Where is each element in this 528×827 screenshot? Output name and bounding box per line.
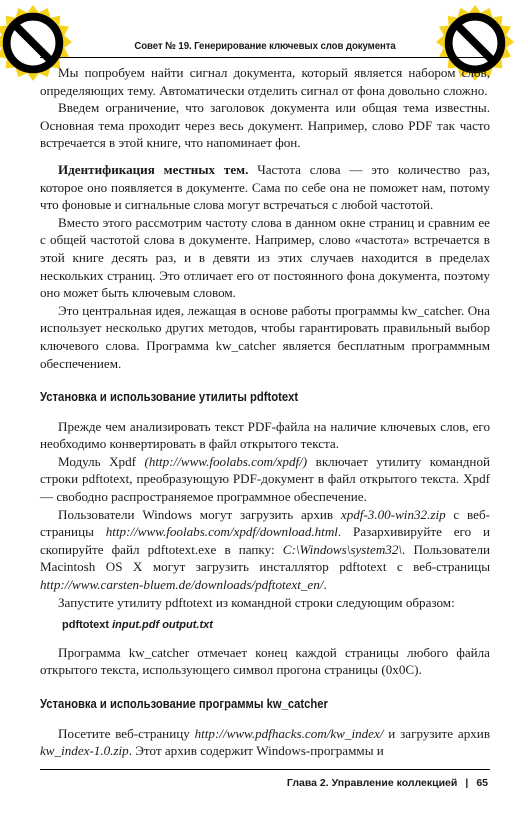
paragraph: Прежде чем анализировать текст PDF-файла на наличие ключевых слов, его необходимо конвертировать в файл открытого текста.: [40, 418, 490, 452]
section-heading: Установка и использование утилиты pdftotext: [40, 390, 299, 405]
page-header: Совет № 19. Генерирование ключевых слов документа: [134, 40, 396, 52]
url-link[interactable]: http://www.foolabs.com/xpdf/download.html: [105, 524, 338, 540]
paragraph: Пользователи Windows могут загрузить архив xpdf-3.00-win32.zip с веб-страницы http://www.foolabs.com/xpdf/download.html. Разархивируйте его и скопируйте файл pdftotext.exe в папку: C:\Windows\system32\. Пользователи Macintosh OS X могут загрузить инсталлятор pdftotext с веб-страницы http://www.carsten-bluem.de/downloads/pdftotext_en/.: [40, 506, 490, 593]
paragraph: Мы попробуем найти сигнал документа, который является набором слов, определяющих тему. Автоматически отделить сигнал от фона довольно сложно.: [40, 65, 490, 98]
paragraph: Запустите утилиту pdftotext из командной строки следующим образом:: [58, 594, 455, 610]
folder-path: C:\Windows\system32\: [282, 541, 403, 557]
section-heading: Установка и использование программы kw_catcher: [40, 697, 328, 711]
page-number: 65: [476, 777, 488, 789]
paragraph: Программа kw_catcher отмечает конец каждой страницы любого файла открытого текста, использующего символ прогона страницы (0x0C).: [40, 644, 490, 678]
paragraph-lead: Идентификация местных тем.: [58, 161, 249, 177]
file-name: kw_index-1.0.zip: [40, 743, 129, 759]
footer-rule: [40, 769, 490, 770]
paragraph: Идентификация местных тем. Частота слова — это количество раз, которое оно появляется в документе. Сама по себе она не поможет нам, потому что фоновые и сигнальные слова могут встречаться с любой частотой.: [40, 161, 490, 213]
url-link[interactable]: http://www.carsten-bluem.de/downloads/pdftotext_en/: [40, 577, 324, 593]
paragraph: Введем ограничение, что заголовок документа или общая тема известны. Основная тема проходит через весь документ. Например, слово PDF так часто встречается в этой книге, что напоминает фон.: [40, 100, 490, 151]
paragraph: Посетите веб-страницу http://www.pdfhacks.com/kw_index/ и загрузите архив kw_index-1.0.zip. Этот архив содержит Windows-программы и: [40, 725, 490, 759]
paragraph: Это центральная идея, лежащая в основе работы программы kw_catcher. Она использует несколько других методов, чтобы гарантировать правильный выбор ключевого слова. Программа kw_catcher является бесплатным программным обеспечением.: [40, 302, 490, 371]
url-link[interactable]: http://www.pdfhacks.com/kw_index/: [194, 725, 384, 741]
header-rule: [40, 57, 490, 58]
chapter-title: Глава 2. Управление коллекцией: [286, 777, 458, 789]
file-name: xpdf-3.00-win32.zip: [340, 506, 446, 522]
paragraph: Модуль Xpdf (http://www.foolabs.com/xpdf/) включает утилиту командной строки pdftotext, преобразующую PDF-документ в файл открытого текста. Xpdf — свободно распространяемое программное обеспечение.: [40, 453, 490, 505]
url-link[interactable]: (http://www.foolabs.com/xpdf/): [144, 453, 308, 469]
page-footer: Глава 2. Управление коллекцией | 65: [286, 777, 488, 789]
page-body: [40, 64, 490, 760]
code-command: pdftotext input.pdf output.txt: [62, 619, 213, 632]
paragraph: Вместо этого рассмотрим частоту слова в данном окне страниц и сравним ее с общей частотой слова в документе. Например, слово «частота» встречается в этой книге десять раз, и в девяти из этих случаев находится в пределах нескольких страниц. Это отличает его от постоянного фона документа, поэтому оно может быть ключевым словом.: [40, 214, 490, 301]
